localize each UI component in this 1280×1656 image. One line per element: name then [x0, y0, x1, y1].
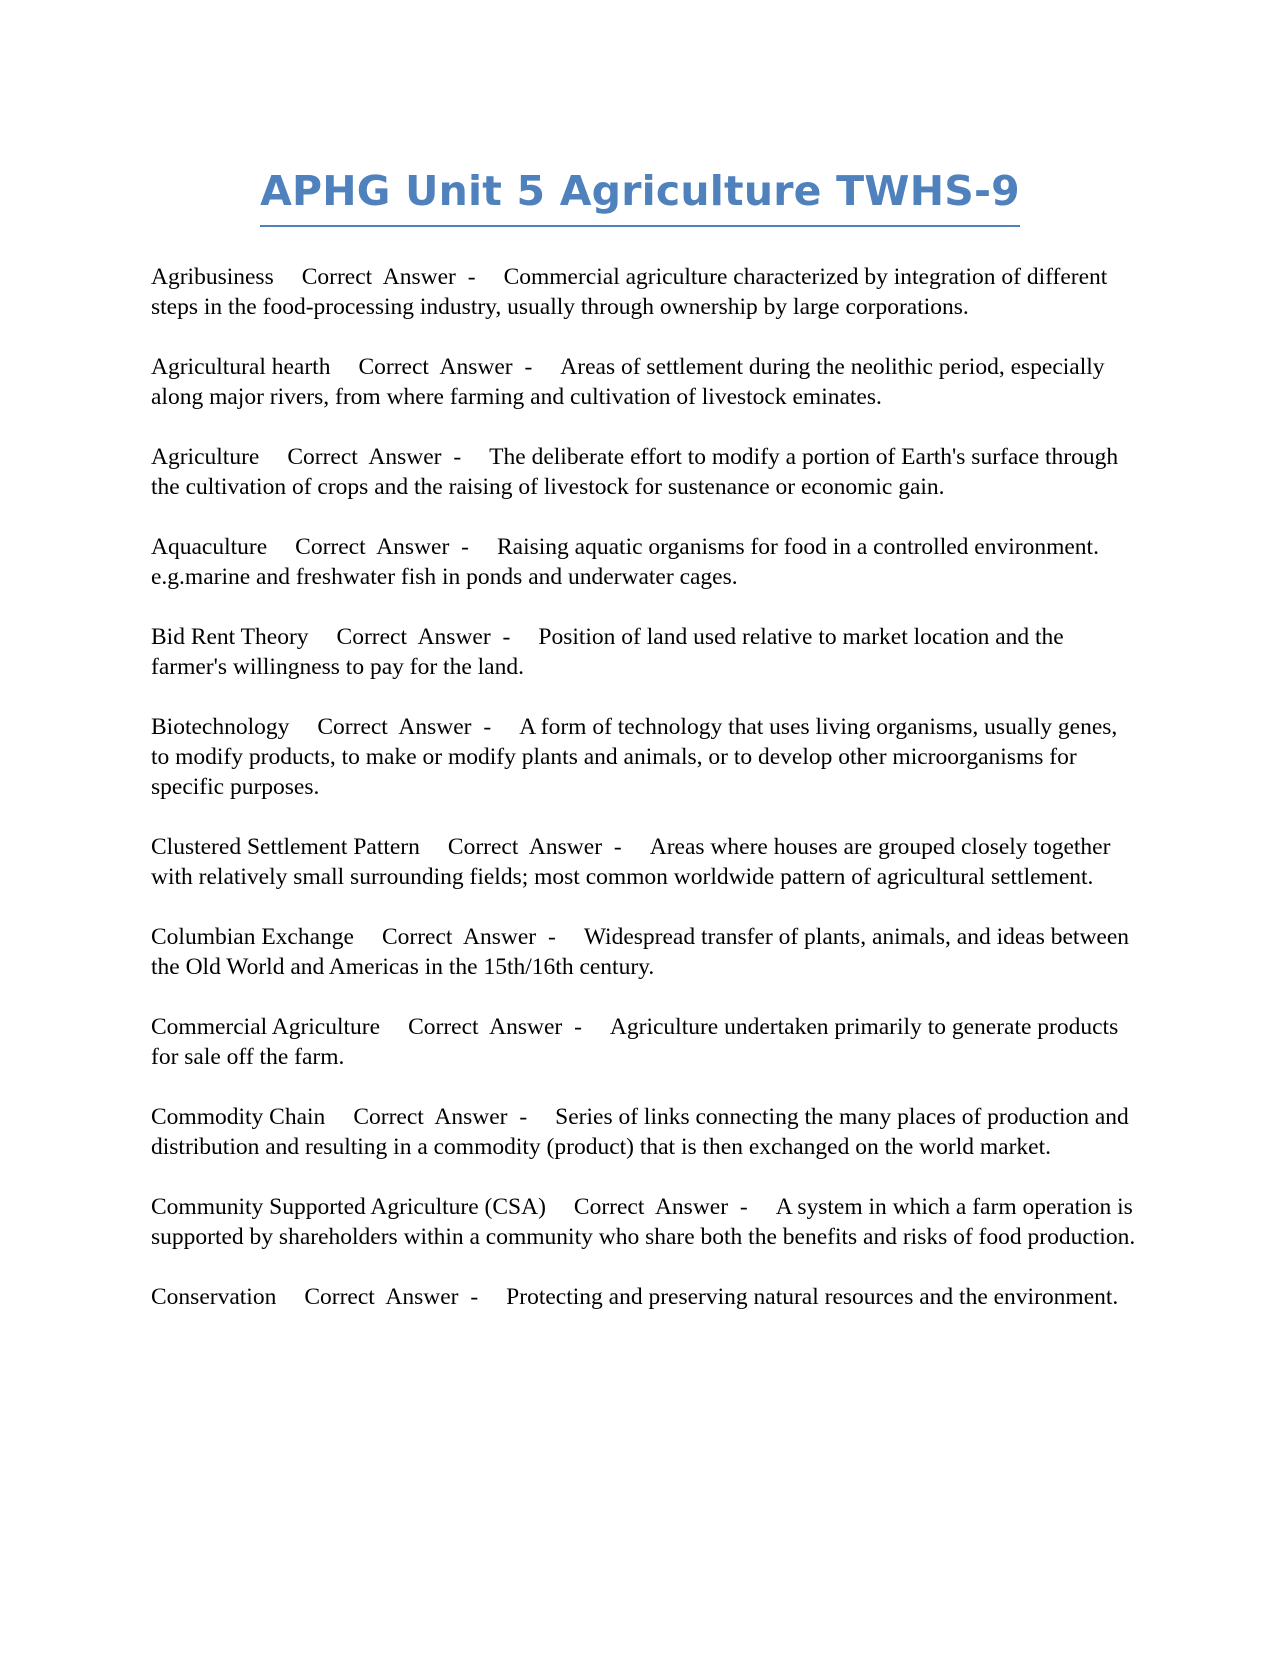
entry-term: Agriculture [151, 444, 260, 470]
entry-term: Commodity Chain [151, 1104, 326, 1130]
answer-label: Correct Answer - [353, 1104, 528, 1130]
entry-definition: Agriculture undertaken primarily to generate products for sale off the farm. [151, 1014, 1119, 1070]
glossary-list [151, 262, 1136, 1342]
entry-term: Agricultural hearth [151, 354, 331, 380]
glossary-entry [151, 1102, 1136, 1162]
answer-label: Correct Answer - [304, 1284, 479, 1310]
glossary-entry [151, 262, 1136, 322]
entry-definition: Commercial agriculture characterized by integration of different steps in the food-processing industry, usually through ownership by large corporations. [151, 264, 1108, 320]
entry-term: Commercial Agriculture [151, 1014, 381, 1040]
glossary-entry [151, 1282, 1136, 1312]
entry-definition: A system in which a farm operation is supported by shareholders within a community who share both the benefits and risks of food production. [151, 1194, 1136, 1250]
answer-label: Correct Answer - [295, 534, 469, 560]
answer-label: Correct Answer - [408, 1014, 582, 1040]
entry-term: Conservation [151, 1284, 277, 1310]
answer-label: Correct Answer - [301, 264, 476, 290]
entry-term: Bid Rent Theory [151, 624, 309, 650]
answer-label: Correct Answer - [287, 444, 462, 470]
entry-definition: Protecting and preserving natural resources and the environment. [506, 1284, 1119, 1310]
answer-label: Correct Answer - [447, 834, 622, 860]
entry-definition: A form of technology that uses living organisms, usually genes, to modify products, to make or modify plants and animals, or to develop other microorganisms for specific purposes. [151, 714, 1118, 800]
entry-definition: Areas where houses are grouped closely together with relatively small surrounding fields; most common worldwide pattern of agricultural settlement. [151, 834, 1111, 890]
entry-term: Columbian Exchange [151, 924, 354, 950]
answer-label: Correct Answer - [358, 354, 533, 380]
entry-definition: The deliberate effort to modify a portion of Earth's surface through the cultivation of crops and the raising of livestock for sustenance or economic gain. [151, 444, 1119, 500]
answer-label: Correct Answer - [573, 1194, 748, 1220]
glossary-entry [151, 832, 1136, 892]
title-container [0, 168, 1280, 227]
entry-term: Aquaculture [151, 534, 268, 560]
entry-definition: Position of land used relative to market location and the farmer's willingness to pay for the land. [151, 624, 1064, 680]
glossary-entry [151, 922, 1136, 982]
glossary-entry [151, 442, 1136, 502]
answer-label: Correct Answer - [336, 624, 511, 650]
glossary-entry [151, 622, 1136, 682]
entry-term: Clustered Settlement Pattern [151, 834, 420, 860]
entry-term: Biotechnology [151, 714, 290, 740]
answer-label: Correct Answer - [317, 714, 492, 740]
glossary-entry [151, 1012, 1136, 1072]
glossary-entry [151, 712, 1136, 802]
glossary-entry [151, 532, 1136, 592]
glossary-entry [151, 352, 1136, 412]
entry-definition: Raising aquatic organisms for food in a controlled environment. e.g.marine and freshwater fish in ponds and underwater cages. [151, 534, 1099, 590]
entry-term: Community Supported Agriculture (CSA) [151, 1194, 546, 1220]
entry-definition: Series of links connecting the many places of production and distribution and resulting in a commodity (product) that is then exchanged on the world market. [151, 1104, 1129, 1160]
answer-label: Correct Answer - [381, 924, 556, 950]
entry-definition: Widespread transfer of plants, animals, and ideas between the Old World and Americas in the 15th/16th century. [151, 924, 1130, 980]
glossary-entry [151, 1192, 1136, 1252]
entry-definition: Areas of settlement during the neolithic period, especially along major rivers, from where farming and cultivation of livestock eminates. [151, 354, 1105, 410]
document-title: APHG Unit 5 Agriculture TWHS-9 [260, 168, 1020, 227]
entry-term: Agribusiness [151, 264, 274, 290]
